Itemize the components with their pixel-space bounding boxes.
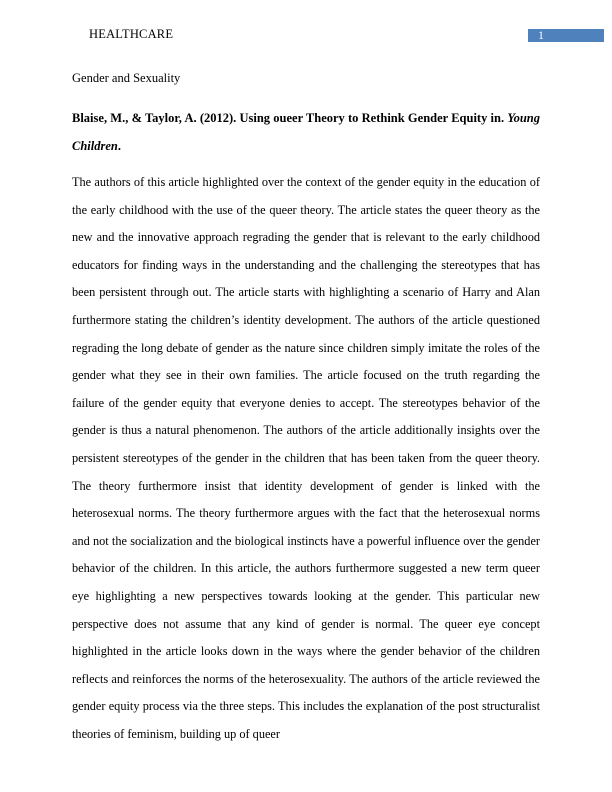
- running-head-title: HEALTHCARE: [89, 27, 174, 41]
- citation: [72, 105, 540, 160]
- section-heading: Gender and Sexuality: [72, 71, 181, 85]
- citation-authors-title: Blaise, M., & Taylor, A. (2012). Using oueer Theory to Rethink Gender Equity in.: [72, 111, 505, 125]
- citation-end: .: [117, 138, 121, 153]
- body-paragraph: The authors of this article highlighted over the context of the gender equity in the education of the early childhood with the use of the queer theory. The article states the queer theory as the new and the innovative approach regrading the gender that is relevant to the early childhood educators for finding ways in the understanding and the challenging the stereotypes that has been persistent through out. The article starts with highlighting a scenario of Harry and Alan furthermore stating the children’s identity development. The authors of the article questioned regrading the long debate of gender as the nature since children simply imitate the roles of the gender what they see in their own families. The article focused on the truth regarding the failure of the gender equity that everyone denies to accept. The stereotypes behavior of the gender is thus a natural phenomenon. The authors of the article additionally insights over the persistent stereotypes of the gender in the children that has been taken from the queer theory. The theory furthermore insist that identity development of gender is linked with the heterosexual norms. The theory furthermore argues with the fact that the heterosexual norms and not the socialization and the biological instincts have a powerful influence over the gender behavior of the children. In this article, the authors furthermore suggested a new term queer eye highlighting a new perspectives towards looking at the gender. This particular new perspective does not assume that any kind of gender is normal. The queer eye concept highlighted in the article looks down in the ways where the gender behavior of the children reflects and reinforces the norms of the heterosexuality. The authors of the article reviewed the gender equity process via the three steps. This includes the explanation of the post structuralist theories of feminism, building up of queer: [72, 175, 540, 741]
- page-number: 1: [538, 28, 544, 42]
- citation-journal: Young Children: [72, 111, 540, 153]
- page-number-box: [528, 29, 604, 42]
